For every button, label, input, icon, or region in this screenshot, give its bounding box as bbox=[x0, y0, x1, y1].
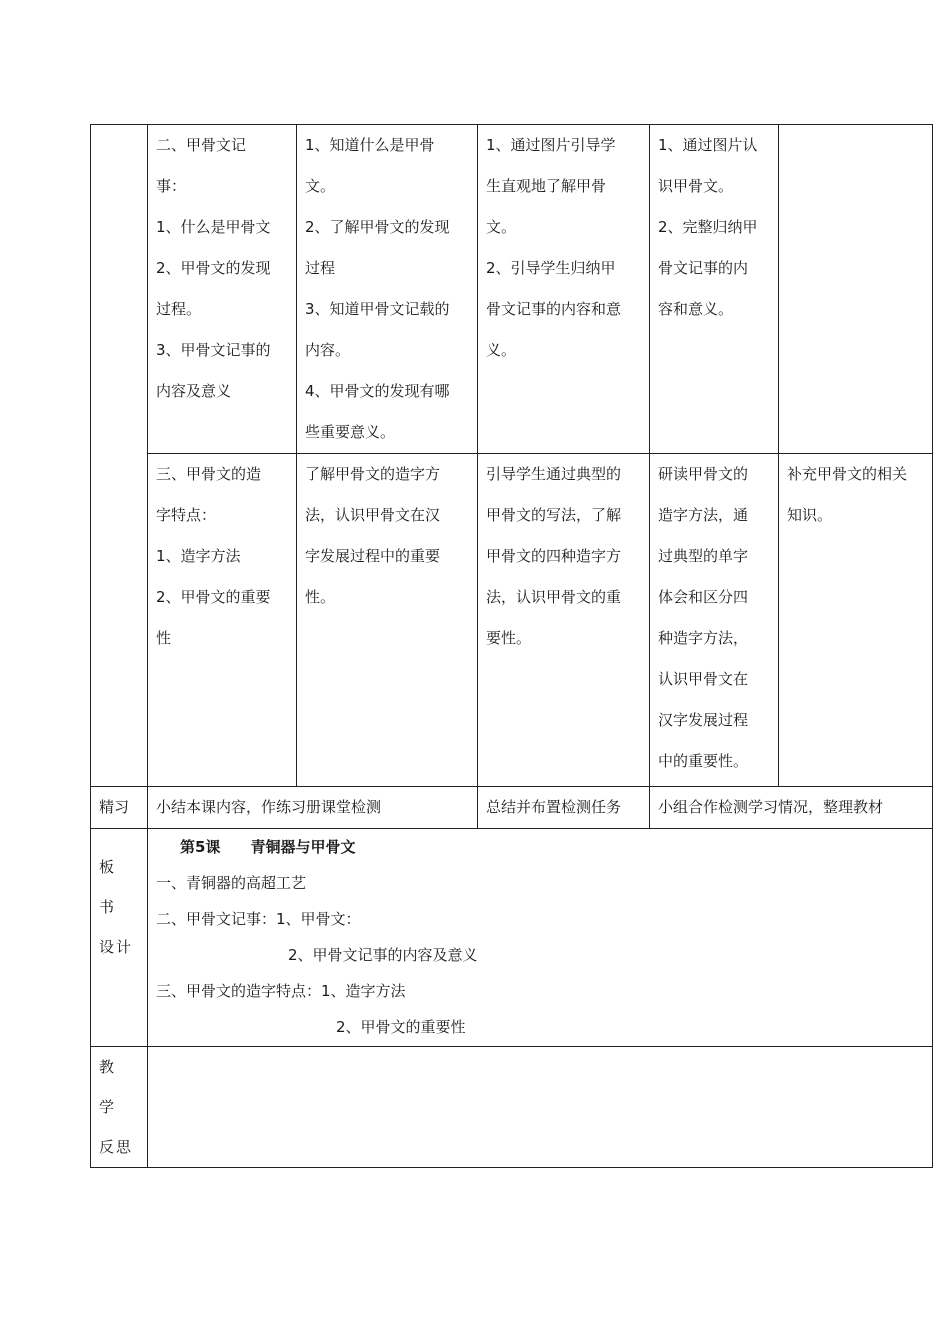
cell-line: 性 bbox=[156, 629, 172, 647]
student-activity-cell bbox=[650, 125, 779, 454]
cell-line: 内容。 bbox=[305, 341, 351, 359]
cell-line: 要性。 bbox=[486, 629, 532, 647]
goal-cell bbox=[297, 454, 478, 787]
goal-cell bbox=[297, 125, 478, 454]
board-label-1: 板 书 bbox=[99, 858, 117, 916]
board-label-cell bbox=[91, 829, 148, 1047]
cell-line: 2、完整归纳甲 bbox=[658, 218, 758, 236]
cell-line: 事： bbox=[156, 177, 187, 195]
cell-line: 过程。 bbox=[156, 300, 202, 318]
cell-line: 2、了解甲骨文的发现 bbox=[305, 218, 450, 236]
reflection-label-1: 教 学 bbox=[99, 1058, 117, 1116]
cell-line: 2、甲骨文的发现 bbox=[156, 259, 271, 277]
row-label-cell bbox=[91, 125, 148, 787]
cell-line: 2、甲骨文的重要 bbox=[156, 588, 271, 606]
cell-line: 些重要意义。 bbox=[305, 423, 396, 441]
lesson-plan-table bbox=[90, 124, 933, 1168]
cell-line: 1、通过图片认 bbox=[658, 136, 758, 154]
cell-line: 甲骨文的写法，了解 bbox=[486, 506, 622, 524]
cell-line: 内容及意义 bbox=[156, 382, 232, 400]
cell-line: 文。 bbox=[486, 218, 517, 236]
cell-line: 种造字方法， bbox=[658, 629, 749, 647]
cell-line: 法，认识甲骨文在汉 bbox=[305, 506, 441, 524]
cell-line: 2、引导学生归纳甲 bbox=[486, 259, 616, 277]
cell-line: 法，认识甲骨文的重 bbox=[486, 588, 622, 606]
cell-line: 甲骨文的四种造字方 bbox=[486, 547, 622, 565]
table-row-jiaguwen-jishi bbox=[91, 125, 933, 454]
cell-line: 补充甲骨文的相关 bbox=[787, 465, 908, 483]
board-line-2: 二、甲骨文记事：1、甲骨文： bbox=[156, 910, 361, 928]
lesson-number: 第5课 bbox=[180, 838, 221, 856]
cell-line: 文。 bbox=[305, 177, 336, 195]
cell-line: 容和意义。 bbox=[658, 300, 734, 318]
student-activity-cell bbox=[650, 454, 779, 787]
cell-line: 体会和区分四 bbox=[658, 588, 749, 606]
cell-line: 知识。 bbox=[787, 506, 833, 524]
cell-line: 性。 bbox=[305, 588, 336, 606]
lesson-title: 青铜器与甲骨文 bbox=[250, 838, 356, 856]
board-heading bbox=[156, 829, 924, 865]
jingxi-student: 小组合作检测学习情况，整理教材 bbox=[650, 787, 933, 829]
reflection-label-2: 反思 bbox=[99, 1138, 134, 1156]
cell-line: 字特点： bbox=[156, 506, 217, 524]
cell-line: 生直观地了解甲骨 bbox=[486, 177, 607, 195]
board-content-cell bbox=[148, 829, 933, 1047]
table-row-board-design bbox=[91, 829, 933, 1047]
cell-line: 1、什么是甲骨文 bbox=[156, 218, 271, 236]
jingxi-label: 精习 bbox=[91, 787, 148, 829]
content-cell bbox=[148, 454, 297, 787]
cell-line: 骨文记事的内 bbox=[658, 259, 749, 277]
cell-line: 3、知道甲骨文记载的 bbox=[305, 300, 450, 318]
cell-line: 4、甲骨文的发现有哪 bbox=[305, 382, 450, 400]
jingxi-teacher: 总结并布置检测任务 bbox=[478, 787, 650, 829]
cell-line: 1、知道什么是甲骨 bbox=[305, 136, 435, 154]
board-label-2: 设计 bbox=[99, 938, 134, 956]
note-cell bbox=[779, 125, 933, 454]
cell-line: 字发展过程中的重要 bbox=[305, 547, 441, 565]
cell-line: 引导学生通过典型的 bbox=[486, 465, 622, 483]
cell-line: 中的重要性。 bbox=[658, 752, 749, 770]
cell-line: 汉字发展过程 bbox=[658, 711, 749, 729]
jingxi-content: 小结本课内容，作练习册课堂检测 bbox=[148, 787, 478, 829]
cell-line: 了解甲骨文的造字方 bbox=[305, 465, 441, 483]
board-line-3: 2、甲骨文记事的内容及意义 bbox=[288, 946, 478, 964]
cell-line: 二、甲骨文记 bbox=[156, 136, 247, 154]
reflection-label-cell bbox=[91, 1047, 148, 1168]
cell-line: 3、甲骨文记事的 bbox=[156, 341, 271, 359]
cell-line: 三、甲骨文的造 bbox=[156, 465, 262, 483]
content-cell bbox=[148, 125, 297, 454]
reflection-content bbox=[148, 1047, 933, 1168]
teacher-activity-cell bbox=[478, 125, 650, 454]
cell-line: 1、通过图片引导学 bbox=[486, 136, 616, 154]
table-row-jingxi bbox=[91, 787, 933, 829]
board-line-5: 2、甲骨文的重要性 bbox=[336, 1018, 466, 1036]
note-cell bbox=[779, 454, 933, 787]
cell-line: 过典型的单字 bbox=[658, 547, 749, 565]
cell-line: 过程 bbox=[305, 259, 336, 277]
table-row-zaozi-tedian bbox=[91, 454, 933, 787]
cell-line: 认识甲骨文在 bbox=[658, 670, 749, 688]
table-row-reflection bbox=[91, 1047, 933, 1168]
board-line-4: 三、甲骨文的造字特点：1、造字方法 bbox=[156, 982, 406, 1000]
cell-line: 识甲骨文。 bbox=[658, 177, 734, 195]
board-line-1: 一、青铜器的高超工艺 bbox=[156, 874, 307, 892]
cell-line: 造字方法，通 bbox=[658, 506, 749, 524]
cell-line: 义。 bbox=[486, 341, 517, 359]
cell-line: 研读甲骨文的 bbox=[658, 465, 749, 483]
cell-line: 骨文记事的内容和意 bbox=[486, 300, 622, 318]
cell-line: 1、造字方法 bbox=[156, 547, 241, 565]
teacher-activity-cell bbox=[478, 454, 650, 787]
